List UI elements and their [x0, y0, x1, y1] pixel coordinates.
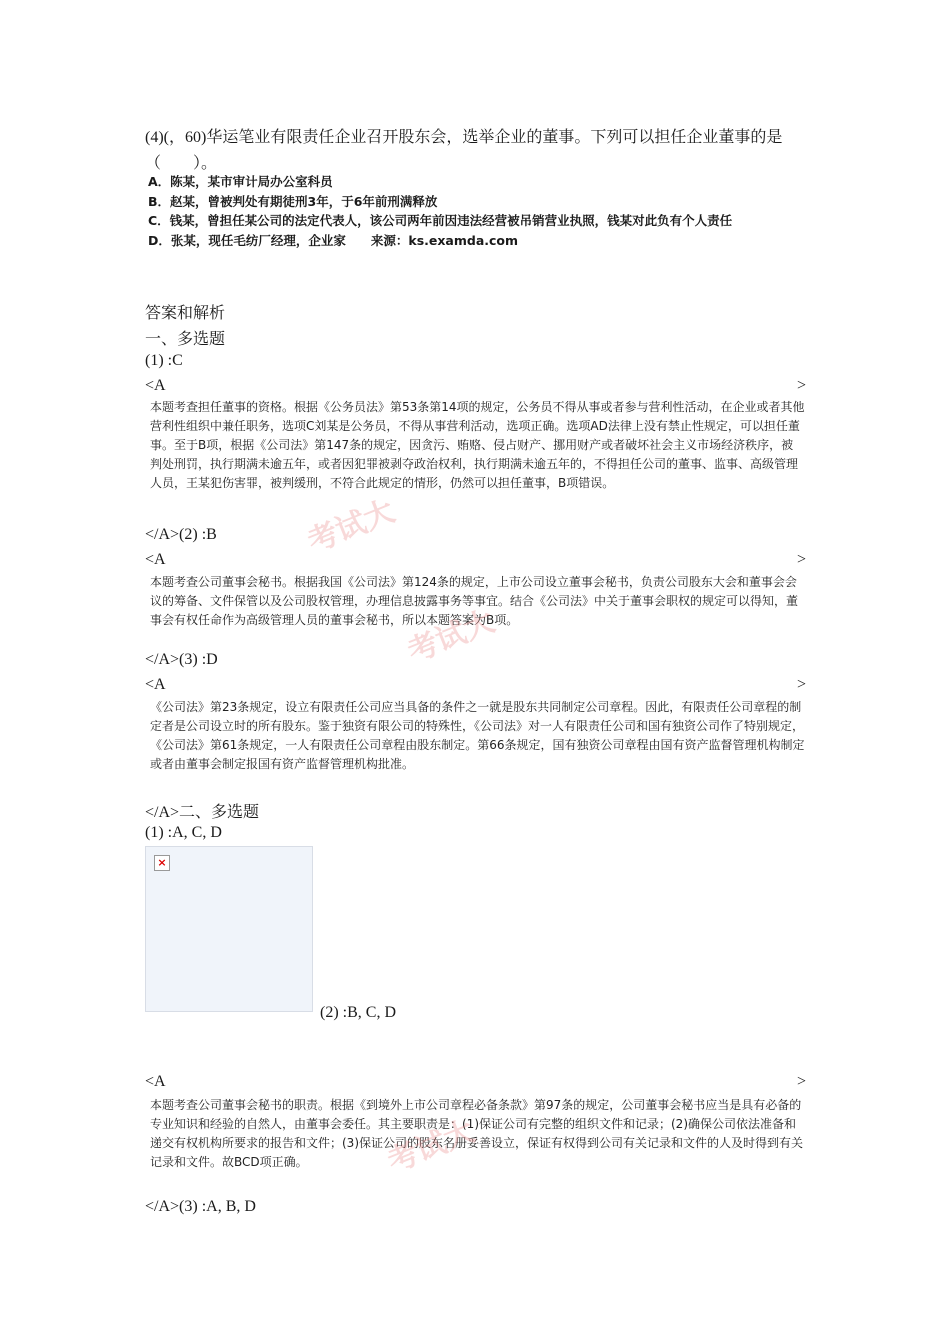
option-c: C．钱某，曾担任某公司的法定代表人，该公司两年前因违法经营被吊销营业执照，钱某对此负有个人责任 [148, 213, 733, 228]
answer-1-3: </A>(3) :D [145, 651, 218, 668]
explanation-1: 本题考查担任董事的资格。根据《公务员法》第53条第14项的规定，公务员不得从事或者参与营利性活动，在企业或者其他营利性组织中兼任职务，选项C刘某是公务员，不得从事营利活动，选项正确。选项AD法律上没有禁止性规定，可以担任董事。至于B项，根据《公司法》第147条的规定，因贪污、贿赂、侵占财产、挪用财产或者破坏社会主义市场经济秩序，被判处刑罚，执行期满未逾五年，或者因犯罪被剥夺政治权利，执行期满未逾五年的，不得担任公司的董事、监事、高级管理人员，王某犯伤害罪，被判缓刑，不符合此规定的情形，仍然可以担任董事，B项错误。 [150, 400, 805, 490]
close-bracket: > [797, 551, 807, 568]
watermark: 考试大 [402, 603, 500, 670]
close-bracket: > [797, 1073, 807, 1090]
open-tag: <A [145, 676, 166, 693]
explanation-3: 《公司法》第23条规定，设立有限责任公司应当具备的条件之一就是股东共同制定公司章程。因此，有限责任公司章程的制定者是公司设立时的所有股东。鉴于独资有限公司的特殊性，《公司法》对一人有限责任公司和国有独资公司作了特别规定，《公司法》第61条规定，一人有限责任公司章程由股东制定。第66条规定，国有独资公司章程由国有资产监督管理机构制定或者由董事会制定报国有资产监督管理机构批准。 [150, 700, 805, 771]
option-d: D．张某，现任毛纺厂经理，企业家 来源：ks.examda.com [148, 232, 519, 248]
watermark: 考试大 [302, 493, 400, 560]
broken-image [145, 846, 313, 1012]
broken-image-icon: × [154, 855, 170, 871]
answer-2-3: </A>(3) :A, B, D [145, 1198, 256, 1215]
answers-heading: 答案和解析 [145, 305, 226, 322]
question-options [148, 172, 813, 250]
open-tag: <A [145, 377, 166, 394]
answer-2-1: (1) :A, C, D [145, 824, 222, 841]
option-b: B．赵某，曾被判处有期徒刑3年，于6年前刑满释放 [148, 193, 438, 209]
open-tag: <A [145, 551, 166, 568]
open-tag: <A [145, 1073, 166, 1090]
answer-2-2: (2) :B, C, D [320, 1004, 396, 1021]
section-two-title: </A>二、多选题 [145, 804, 260, 821]
close-bracket: > [797, 377, 807, 394]
close-bracket: > [797, 676, 807, 693]
explanation-2: 本题考查公司董事会秘书。根据我国《公司法》第124条的规定，上市公司设立董事会秘书，负责公司股东大会和董事会会议的筹备、文件保管以及公司股权管理，办理信息披露事务等事宜。结合《公司法》中关于董事会职权的规定可以得知，董事会有权任命作为高级管理人员的董事会秘书，所以本题答案为B项。 [150, 575, 799, 627]
section-one-title: 一、多选题 [145, 331, 226, 348]
answer-1-1: (1) :C [145, 352, 183, 369]
explanation-4: 本题考查公司董事会秘书的职责。根据《到境外上市公司章程必备条款》第97条的规定，公司董事会秘书应当是具有必备的专业知识和经验的自然人，由董事会委任。其主要职责是：(1)保证公司有完整的组织文件和记录；(2)确保公司依法准备和递交有权机构所要求的报告和文件；(3)保证公司的股东名册妥善设立，保证有权得到公司有关记录和文件的人及时得到有关记录和文件。故BCD项正确。 [150, 1098, 804, 1169]
watermark: 考试大 [382, 1113, 480, 1180]
question-stem: (4)(，60)华运笔业有限责任企业召开股东会，选举企业的董事。下列可以担任企业董事的是（ ）。 [145, 129, 783, 172]
option-a: A．陈某，某市审计局办公室科员 [148, 174, 333, 189]
answer-1-2: </A>(2) :B [145, 526, 217, 543]
